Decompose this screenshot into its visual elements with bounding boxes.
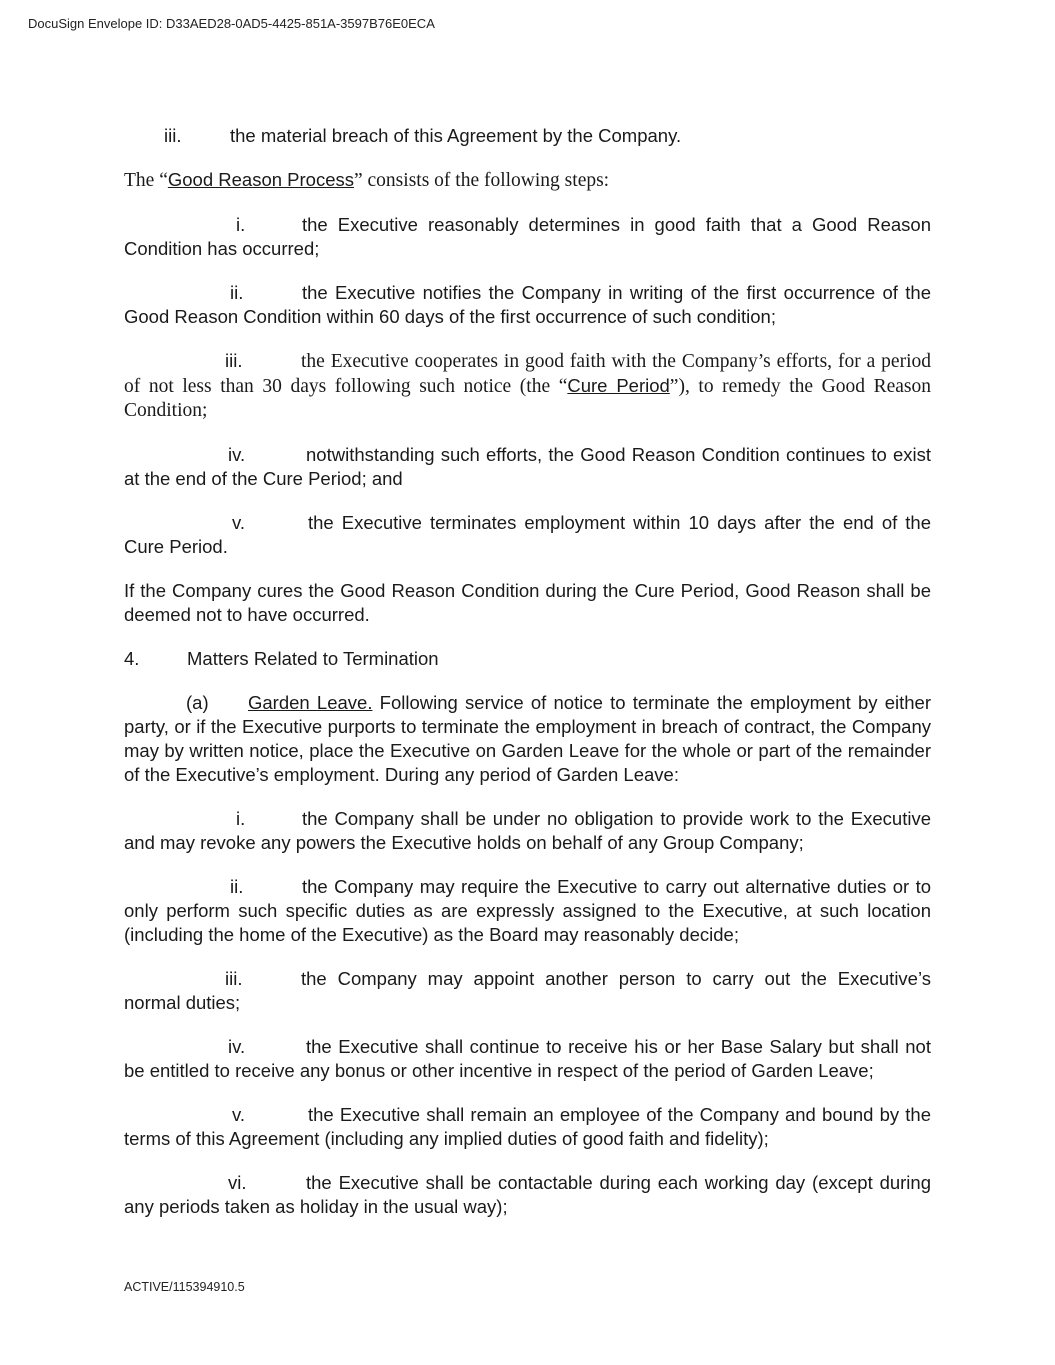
item-text: the Executive shall remain an employee of the Company and bound by the terms of this Agreement (including any implied duties of good faith and fidelity); — [124, 1104, 931, 1149]
step-text: notwithstanding such efforts, the Good Reason Condition continues to exist at the end of the Cure Period; and — [124, 444, 931, 489]
garden-leave-title: Garden Leave. — [248, 692, 373, 713]
item-text: the material breach of this Agreement by the Company. — [230, 125, 682, 146]
step-number: iii. — [225, 350, 243, 371]
leave-item-i — [124, 807, 931, 855]
cure-note: If the Company cures the Good Reason Condition during the Cure Period, Good Reason shall be deemed not to have occurred. — [124, 580, 931, 625]
section-number: 4. — [124, 648, 140, 669]
step-text: the Executive reasonably determines in good faith that a Good Reason Condition has occurred; — [124, 214, 931, 259]
item-text: the Executive shall be contactable during each working day (except during any periods taken as holiday in the usual way); — [124, 1172, 931, 1217]
docusign-envelope-id: DocuSign Envelope ID: D33AED28-0AD5-4425-851A-3597B76E0ECA — [28, 16, 435, 31]
step-number: i. — [236, 214, 246, 235]
garden-leave-text: Following service of notice to terminate the employment by either party, or if the Executive purports to terminate the employment in breach of contract, the Company may by written notice, place the Executive on Garden Leave for the whole or part of the remainder of the Executive’s employment. During any period of Garden Leave: — [124, 692, 931, 785]
section-4-heading — [124, 647, 931, 671]
leave-item-iv — [124, 1035, 931, 1083]
item-text: the Company may require the Executive to carry out alternative duties or to only perform such specific duties as are expressly assigned to the Executive, at such location (including the home of the Executive) as the Board may reasonably decide; — [124, 876, 931, 945]
good-reason-process-intro: The “Good Reason Process” consists of the following steps: — [124, 169, 610, 191]
item-number: i. — [236, 808, 246, 829]
item-text: the Executive shall continue to receive his or her Base Salary but shall not be entitled to receive any bonus or other incentive in respect of the period of Garden Leave; — [124, 1036, 931, 1081]
process-step-ii — [124, 281, 931, 329]
process-step-i — [124, 213, 931, 261]
document-page — [124, 124, 931, 1219]
item-number: iv. — [228, 1036, 246, 1057]
leave-item-v — [124, 1103, 931, 1151]
item-text: the Company shall be under no obligation to provide work to the Executive and may revoke any powers the Executive holds on behalf of any Group Company; — [124, 808, 931, 853]
step-text: the Executive cooperates in good faith with the Company’s efforts, for a period of not less than 30 days following such notice (the “ — [124, 351, 931, 397]
subsection-label: (a) — [186, 692, 209, 713]
item-number: ii. — [230, 876, 244, 897]
leave-item-iii — [124, 967, 931, 1015]
section-title: Matters Related to Termination — [187, 648, 439, 669]
document-footer-id: ACTIVE/115394910.5 — [124, 1280, 245, 1294]
garden-leave-paragraph — [124, 691, 931, 787]
step-text: the Executive notifies the Company in writing of the first occurrence of the Good Reason Condition within 60 days of the first occurrence of such condition; — [124, 282, 931, 327]
process-step-v — [124, 511, 931, 559]
process-step-iii: iii. the Executive cooperates in good faith with the Company’s efforts, for a period of not less than 30 days following such notice (the “Cure Period”), to remedy the Good Reason Condition; — [124, 350, 931, 421]
step-number: v. — [232, 512, 246, 533]
item-number: iii. — [164, 125, 182, 146]
item-number: iii. — [225, 968, 243, 989]
leave-item-vi — [124, 1171, 931, 1219]
process-step-iv — [124, 443, 931, 491]
step-number: ii. — [230, 282, 244, 303]
item-number: v. — [232, 1104, 246, 1125]
clause-iii-material-breach — [124, 124, 931, 148]
item-text: the Company may appoint another person to carry out the Executive’s normal duties; — [124, 968, 931, 1013]
leave-item-ii — [124, 875, 931, 947]
step-text: the Executive terminates employment within 10 days after the end of the Cure Period. — [124, 512, 931, 557]
item-number: vi. — [228, 1172, 247, 1193]
defined-term-cure-period: Cure Period — [567, 375, 670, 396]
step-number: iv. — [228, 444, 246, 465]
defined-term-good-reason-process: Good Reason Process — [167, 169, 354, 190]
